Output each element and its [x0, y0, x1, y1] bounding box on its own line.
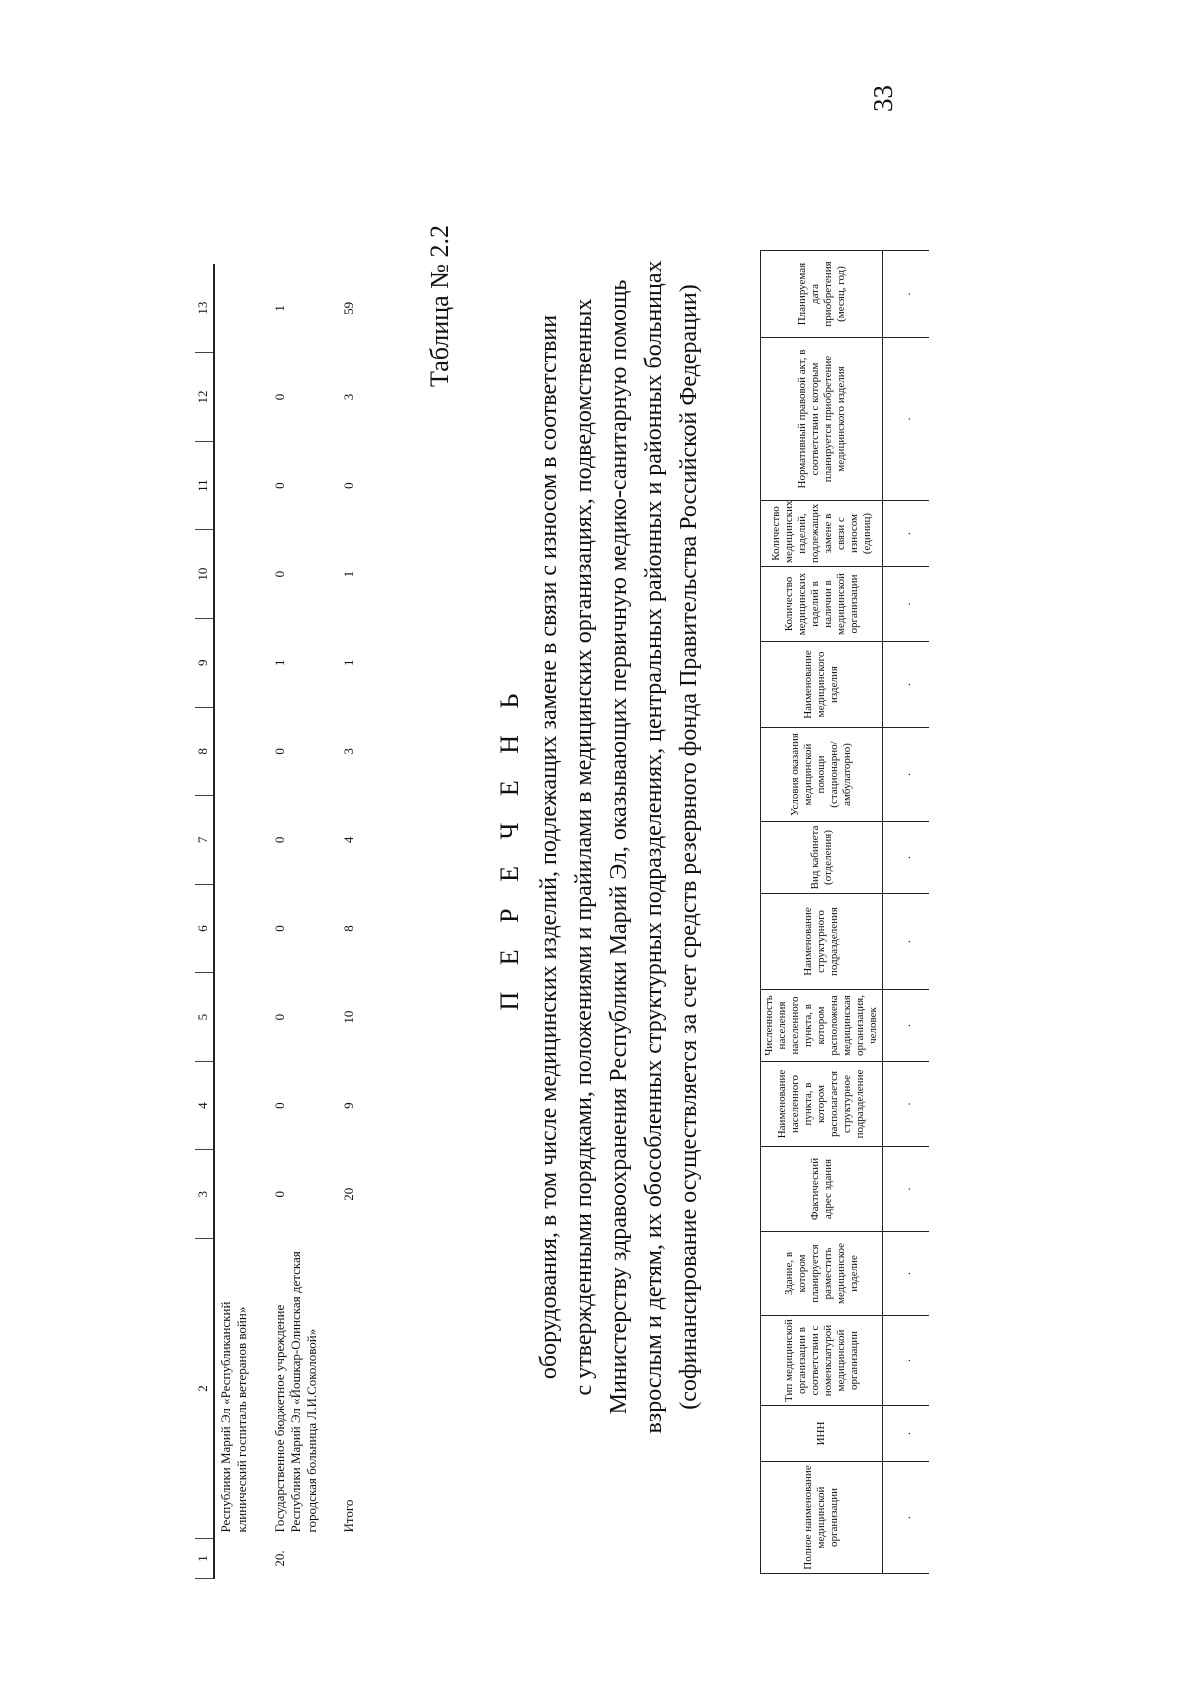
cell: . — [883, 822, 930, 894]
cell — [214, 441, 269, 530]
row-number — [331, 1539, 384, 1579]
cell: . — [883, 728, 930, 822]
cell: . — [883, 1406, 930, 1462]
col-number: 3 — [195, 1150, 214, 1239]
cell: . — [883, 990, 930, 1062]
column-header: Наименование медицинского изделия — [761, 642, 883, 728]
previous-table — [195, 264, 384, 1579]
table-row — [214, 264, 269, 1579]
cell: 0 — [272, 570, 287, 578]
column-header: Фактический адрес здания — [761, 1147, 883, 1232]
cell: . — [883, 1232, 930, 1316]
cell — [214, 618, 269, 707]
subtitle-line: Министерству здравоохранения Республики Марий Эл, оказывающих первичную медико-санитарную помощь — [606, 279, 632, 1415]
cell — [214, 973, 269, 1062]
cell: 3 — [341, 748, 356, 755]
cell: 0 — [272, 393, 287, 401]
document-title: П Е Р Е Ч Е Н Ь — [495, 683, 524, 1011]
column-header: Наименование населенного пункта, в котором располагается структурное подразделение — [761, 1062, 883, 1147]
table-label: Таблица № 2.2 — [425, 224, 454, 387]
col-number: 11 — [195, 441, 214, 530]
subtitle-line: (софинансирование осуществляется за счет средств резервного фонда Правительства Российской Федерации) — [676, 284, 702, 1410]
column-header: Количество медицинских изделий в наличии в медицинской организации — [761, 567, 883, 642]
cell — [214, 530, 269, 619]
page-number: 33 — [868, 85, 898, 112]
table-row — [269, 264, 331, 1579]
row-number: 20. — [272, 1550, 287, 1567]
cell — [214, 884, 269, 973]
organization-name: Республики Марий Эл «Республиканский клинический госпиталь ветеранов войн» — [218, 1301, 249, 1533]
cell: 8 — [341, 925, 356, 932]
subtitle-line: оборудования, в том числе медицинских изделий, подлежащих замене в связи с износом в соответствии — [536, 314, 562, 1380]
new-table — [760, 250, 929, 1574]
cell: 0 — [272, 1013, 287, 1021]
cell: 10 — [341, 1010, 356, 1024]
row-number — [214, 1539, 269, 1579]
col-number: 5 — [195, 973, 214, 1062]
col-number: 10 — [195, 530, 214, 619]
cell: 1 — [272, 305, 287, 312]
cell: 1 — [341, 570, 356, 578]
cell: 0 — [272, 1102, 287, 1109]
cell: . — [883, 1462, 930, 1574]
total-row — [331, 264, 384, 1579]
col-number: 12 — [195, 353, 214, 442]
cell — [214, 353, 269, 442]
col-number: 13 — [195, 264, 214, 353]
cell: 0 — [272, 836, 287, 844]
document-subtitle — [532, 147, 707, 1547]
column-header: Тип медицинской организации в соответствии с номенклатурой медицинской организации — [761, 1316, 883, 1406]
cell — [214, 1150, 269, 1239]
column-numbers-row — [195, 264, 214, 1579]
total-label: Итого — [341, 1499, 356, 1533]
col-number: 7 — [195, 796, 214, 885]
cell: . — [883, 1316, 930, 1406]
column-header: Численность населения населенного пункта, в котором расположена медицинская организация, человек — [761, 990, 883, 1062]
column-header: Условия оказания медицинской помощи (стационарно/ амбулаторно) — [761, 728, 883, 822]
cell: 4 — [341, 836, 356, 844]
cell: 0 — [272, 1190, 287, 1198]
column-header: ИНН — [761, 1406, 883, 1462]
cell: 20 — [341, 1187, 356, 1201]
header-row — [761, 251, 883, 1574]
cell: . — [883, 501, 930, 567]
subtitle-line: с утвержденными порядками, положениями и прайилами в медицинских организациях, подведомственных — [571, 298, 597, 1396]
cell: 59 — [341, 301, 356, 315]
col-number: 4 — [195, 1061, 214, 1150]
column-header: Нормативный правовой акт, в соответствии с которым планируется приобретение медицинского изделия — [761, 338, 883, 501]
organization-name: Государственное бюджетное учреждение Республики Марий Эл «Йошкар-Олинская детская городская больница Л.И.Соколовой» — [272, 1251, 319, 1533]
column-header: Количество медицинских изделий, подлежащих замене в связи с износом (единиц) — [761, 501, 883, 567]
cell: . — [883, 1062, 930, 1147]
cell: . — [883, 338, 930, 501]
cell — [214, 707, 269, 796]
col-number: 9 — [195, 618, 214, 707]
cell: . — [883, 642, 930, 728]
cell: 0 — [272, 925, 287, 932]
subtitle-line: взрослым и детям, их обособленных структурных подразделениях, центральных районных и районных больницах — [641, 260, 667, 1434]
cell: 0 — [272, 748, 287, 755]
cell: . — [883, 1147, 930, 1232]
column-header: Наименование структурного подразделения — [761, 894, 883, 990]
col-number: 1 — [195, 1539, 214, 1579]
col-number: 2 — [195, 1239, 214, 1539]
cell: 3 — [341, 393, 356, 401]
cell — [214, 264, 269, 353]
cell: . — [883, 251, 930, 338]
cell: 1 — [272, 659, 287, 666]
cell — [214, 796, 269, 885]
column-header: Полное наименование медицинской организации — [761, 1462, 883, 1574]
cell: 9 — [341, 1102, 356, 1109]
cell: . — [883, 894, 930, 990]
cell: 0 — [341, 482, 356, 489]
column-header: Вид кабинета (отделения) — [761, 822, 883, 894]
cell — [214, 1061, 269, 1150]
cell: 0 — [272, 482, 287, 489]
column-header: Планируемая дата приобретения (месяц, год) — [761, 251, 883, 338]
cell: . — [883, 567, 930, 642]
cell: 1 — [341, 659, 356, 666]
table-row — [883, 251, 930, 1574]
col-number: 8 — [195, 707, 214, 796]
column-header: Здание, в котором планируется разместить медицинское изделие — [761, 1232, 883, 1316]
col-number: 6 — [195, 884, 214, 973]
